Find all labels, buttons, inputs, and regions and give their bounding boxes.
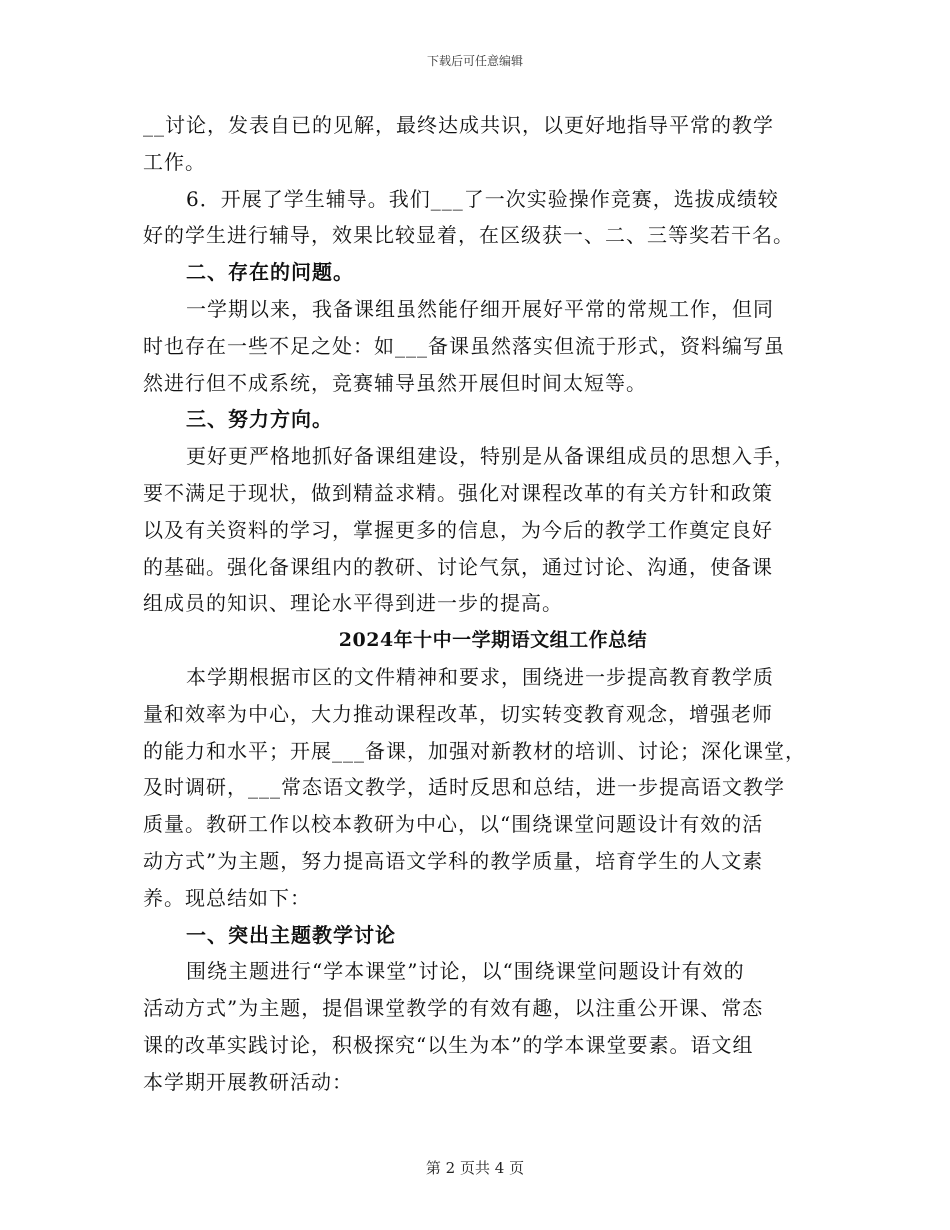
body-line: 动方式”为主题，努力提高语文学科的教学质量，培育学生的人文素 [143,848,764,873]
body-line: 要不满足于现状，做到精益求精。强化对课程改革的有关方针和政策 [143,480,773,505]
page-number: 第 2 页共 4 页 [425,1159,525,1177]
body-line: 及时调研，___常态语文教学，适时反思和总结，进一步提高语文教学 [143,775,785,800]
paragraph-line: 更好更严格地抓好备课组建设，特别是从备课组成员的思想入手， [186,444,795,469]
body-line: 工作。 [143,149,206,174]
page-header: 下载后可任意编辑 [426,54,523,68]
body-line: 养。现总结如下： [143,885,311,910]
body-line: 组成员的知识、理论水平得到进一步的提高。 [143,591,563,616]
body-line: 质量。教研工作以校本教研为中心，以“围绕课堂问题设计有效的活 [143,812,764,837]
section-heading: 一、突出主题教学讨论 [186,922,396,947]
body-line: 然进行但不成系统，竞赛辅导虽然开展但时间太短等。 [143,370,647,395]
body-line: 好的学生进行辅导，效果比较显着，在区级获一、二、三等奖若干名。 [143,223,794,248]
section-heading: 二、存在的问题。 [186,260,354,285]
body-line: __讨论，发表自已的见解，最终达成共识，以更好地指导平常的教学 [143,113,774,137]
document-title: 2024年十中一学期语文组工作总结 [338,629,648,652]
body-line: 的能力和水平；开展___备课，加强对新教材的培训、讨论；深化课堂， [143,738,806,763]
paragraph-line: 本学期根据市区的文件精神和要求，围绕进一步提高教育教学质 [186,664,774,689]
paragraph-line: 一学期以来，我备课组虽然能仔细开展好平常的常规工作，但同 [186,296,774,321]
body-line: 的基础。强化备课组内的教研、讨论气氛，通过讨论、沟通，使备课 [143,554,773,579]
document-body [143,107,833,1101]
paragraph-line: 围绕主题进行“学本课堂”讨论，以“围绕课堂问题设计有效的 [186,959,745,984]
body-line: 活动方式”为主题，提倡课堂教学的有效有趣，以注重公开课、常态 [143,996,764,1021]
body-line: 量和效率为中心，大力推动课程改革，切实转变教育观念，增强老师 [143,701,773,726]
list-item: 6．开展了学生辅导。我们___了一次实验操作竞赛，选拔成绩较 [186,186,779,211]
body-line: 本学期开展教研活动： [143,1069,353,1094]
body-line: 以及有关资料的学习，掌握更多的信息，为今后的教学工作奠定良好 [143,517,773,542]
body-line: 课的改革实践讨论，积极探究“以生为本”的学本课堂要素。语文组 [143,1032,754,1057]
section-heading: 三、努力方向。 [186,407,333,432]
body-line: 时也存在一些不足之处：如___备课虽然落实但流于形式，资料编写虽 [143,333,785,358]
